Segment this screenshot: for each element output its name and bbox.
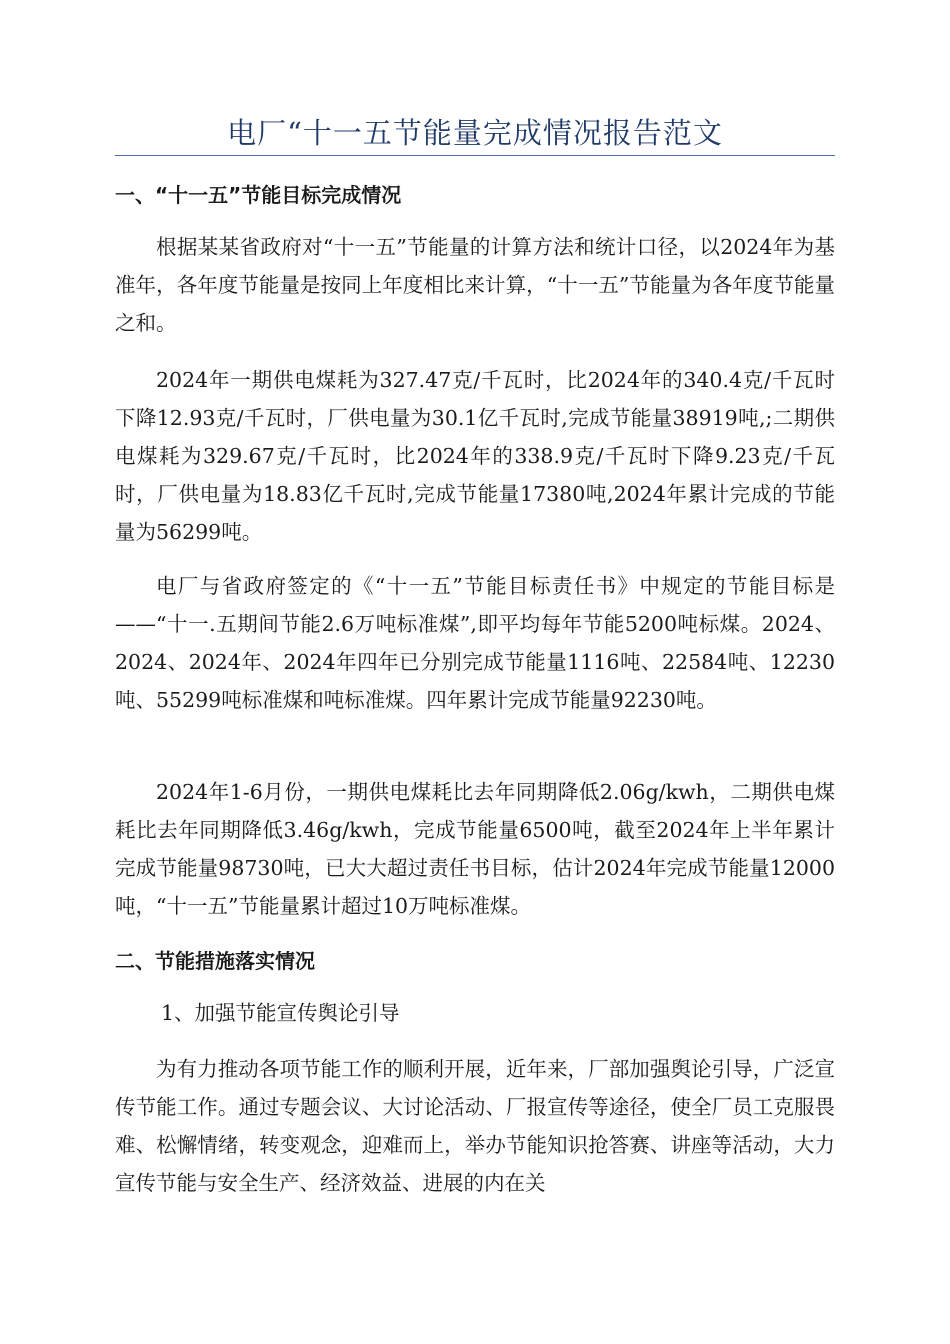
paragraph-1: 根据某某省政府对“十一五”节能量的计算方法和统计口径，以2024年为基准年，各年度节能量是按同上年度相比来计算，“十一五”节能量为各年度节能量之和。 — [115, 235, 835, 335]
paragraph-2: 2024年一期供电煤耗为327.47克/千瓦时，比2024年的340.4克/千瓦时下降12.93克/千瓦时，厂供电量为30.1亿千瓦时,完成节能量38919吨,;二期供电煤耗为329.67克/千瓦时，比2024年的338.9克/千瓦时下降9.23克/千瓦时，厂供电量为18.83亿千瓦时,完成节能量17380吨,2024年累计完成的节能量为56299吨。 — [115, 368, 835, 544]
paragraph-5: 为有力推动各项节能工作的顺利开展，近年来，厂部加强舆论引导，广泛宣传节能工作。通过专题会议、大讨论活动、厂报宣传等途径，使全厂员工克服畏难、松懈情绪，转变观念，迎难而上，举办节能知识抢答赛、讲座等活动，大力宣传节能与安全生产、经济效益、进展的内在关 — [115, 1057, 835, 1195]
document-title: 电厂“十一五节能量完成情况报告范文 — [227, 116, 723, 150]
subheading-1: 1、加强节能宣传舆论引导 — [161, 1001, 400, 1025]
section-heading-1: 一、“十一五”节能目标完成情况 — [115, 183, 402, 207]
paragraph-4: 2024年1-6月份，一期供电煤耗比去年同期降低2.06g/kwh，二期供电煤耗比去年同期降低3.46g/kwh，完成节能量6500吨，截至2024年上半年累计完成节能量98730吨，已大大超过责任书目标，估计2024年完成节能量12000吨，“十一五”节能量累计超过10万吨标准煤。 — [115, 780, 835, 918]
section-heading-2: 二、节能措施落实情况 — [115, 949, 315, 973]
title-underline — [115, 155, 835, 156]
paragraph-3: 电厂与省政府签定的《“十一五”节能目标责任书》中规定的节能目标是——“十一.五期间节能2.6万吨标准煤”,即平均每年节能5200吨标煤。2024、2024、2024年、2024年四年已分别完成节能量1116吨、22584吨、12230吨、55299吨标准煤和吨标准煤。四年累计完成节能量92230吨。 — [115, 574, 835, 712]
